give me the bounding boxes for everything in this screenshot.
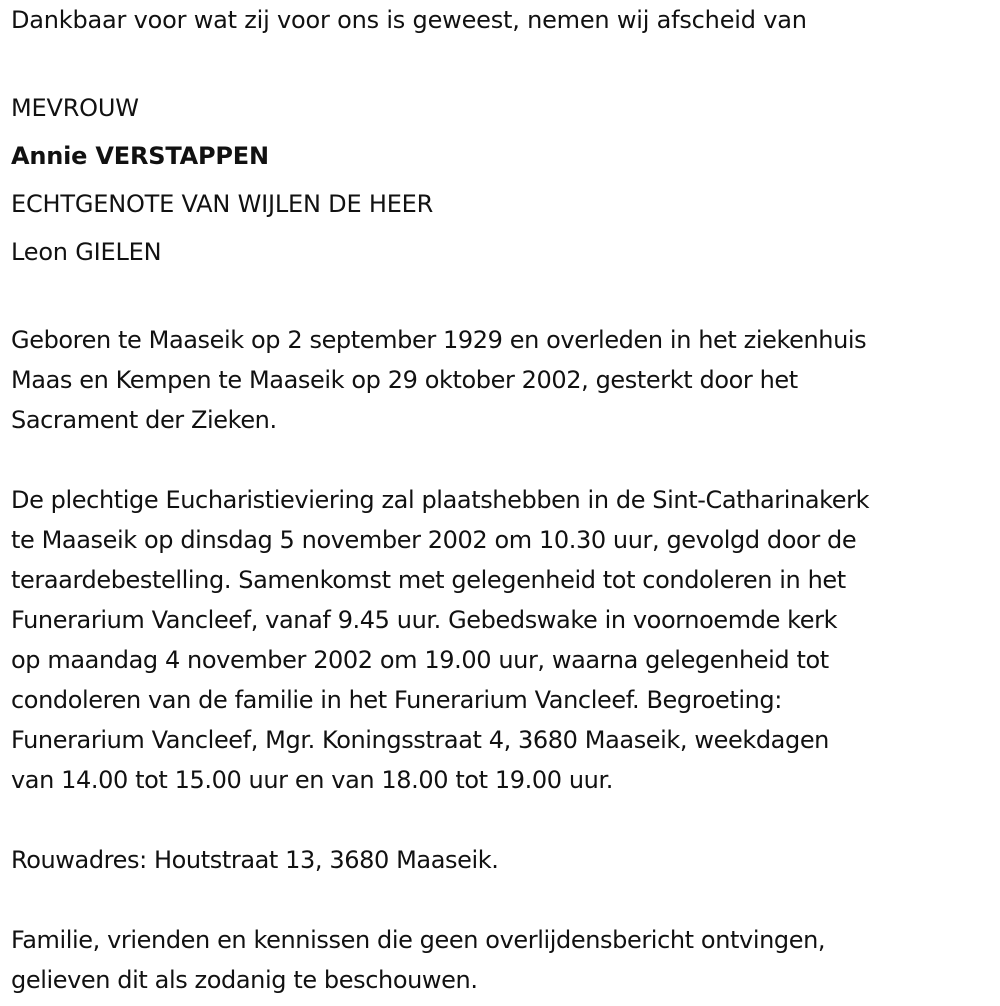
paragraph-line: condoleren van de familie in het Funerarium Vancleef. Begroeting: — [11, 686, 782, 714]
birth-death-paragraph — [11, 320, 996, 440]
paragraph-line: op maandag 4 november 2002 om 19.00 uur, waarna gelegenheid tot — [11, 646, 829, 674]
paragraph-line: van 14.00 tot 15.00 uur en van 18.00 tot 19.00 uur. — [11, 766, 613, 794]
relation-text: ECHTGENOTE VAN WIJLEN DE HEER — [11, 190, 434, 218]
closing-paragraph — [11, 920, 996, 1000]
paragraph-line: Sacrament der Zieken. — [11, 406, 277, 434]
paragraph-line: Familie, vrienden en kennissen die geen overlijdensbericht ontvingen, — [11, 926, 826, 954]
paragraph-line: Geboren te Maaseik op 2 september 1929 en overleden in het ziekenhuis — [11, 326, 867, 354]
paragraph-line: Maas en Kempen te Maaseik op 29 oktober 2002, gesterkt door het — [11, 366, 798, 394]
intro-text: Dankbaar voor wat zij voor ons is geweest, nemen wij afscheid van — [11, 6, 807, 34]
deceased-name: Annie VERSTAPPEN — [11, 142, 269, 170]
obituary-notice — [11, 0, 996, 1000]
mourning-address: Rouwadres: Houtstraat 13, 3680 Maaseik. — [11, 846, 499, 874]
paragraph-line: Funerarium Vancleef, Mgr. Koningsstraat 4, 3680 Maaseik, weekdagen — [11, 726, 829, 754]
ceremony-paragraph — [11, 480, 996, 800]
paragraph-line: te Maaseik op dinsdag 5 november 2002 om 10.30 uur, gevolgd door de — [11, 526, 857, 554]
paragraph-line: teraardebestelling. Samenkomst met gelegenheid tot condoleren in het — [11, 566, 846, 594]
paragraph-line: De plechtige Eucharistieviering zal plaatshebben in de Sint-Catharinakerk — [11, 486, 870, 514]
spouse-name: Leon GIELEN — [11, 238, 162, 266]
paragraph-line: gelieven dit als zodanig te beschouwen. — [11, 966, 478, 994]
paragraph-line: Funerarium Vancleef, vanaf 9.45 uur. Gebedswake in voornoemde kerk — [11, 606, 838, 634]
title-text: MEVROUW — [11, 94, 139, 122]
